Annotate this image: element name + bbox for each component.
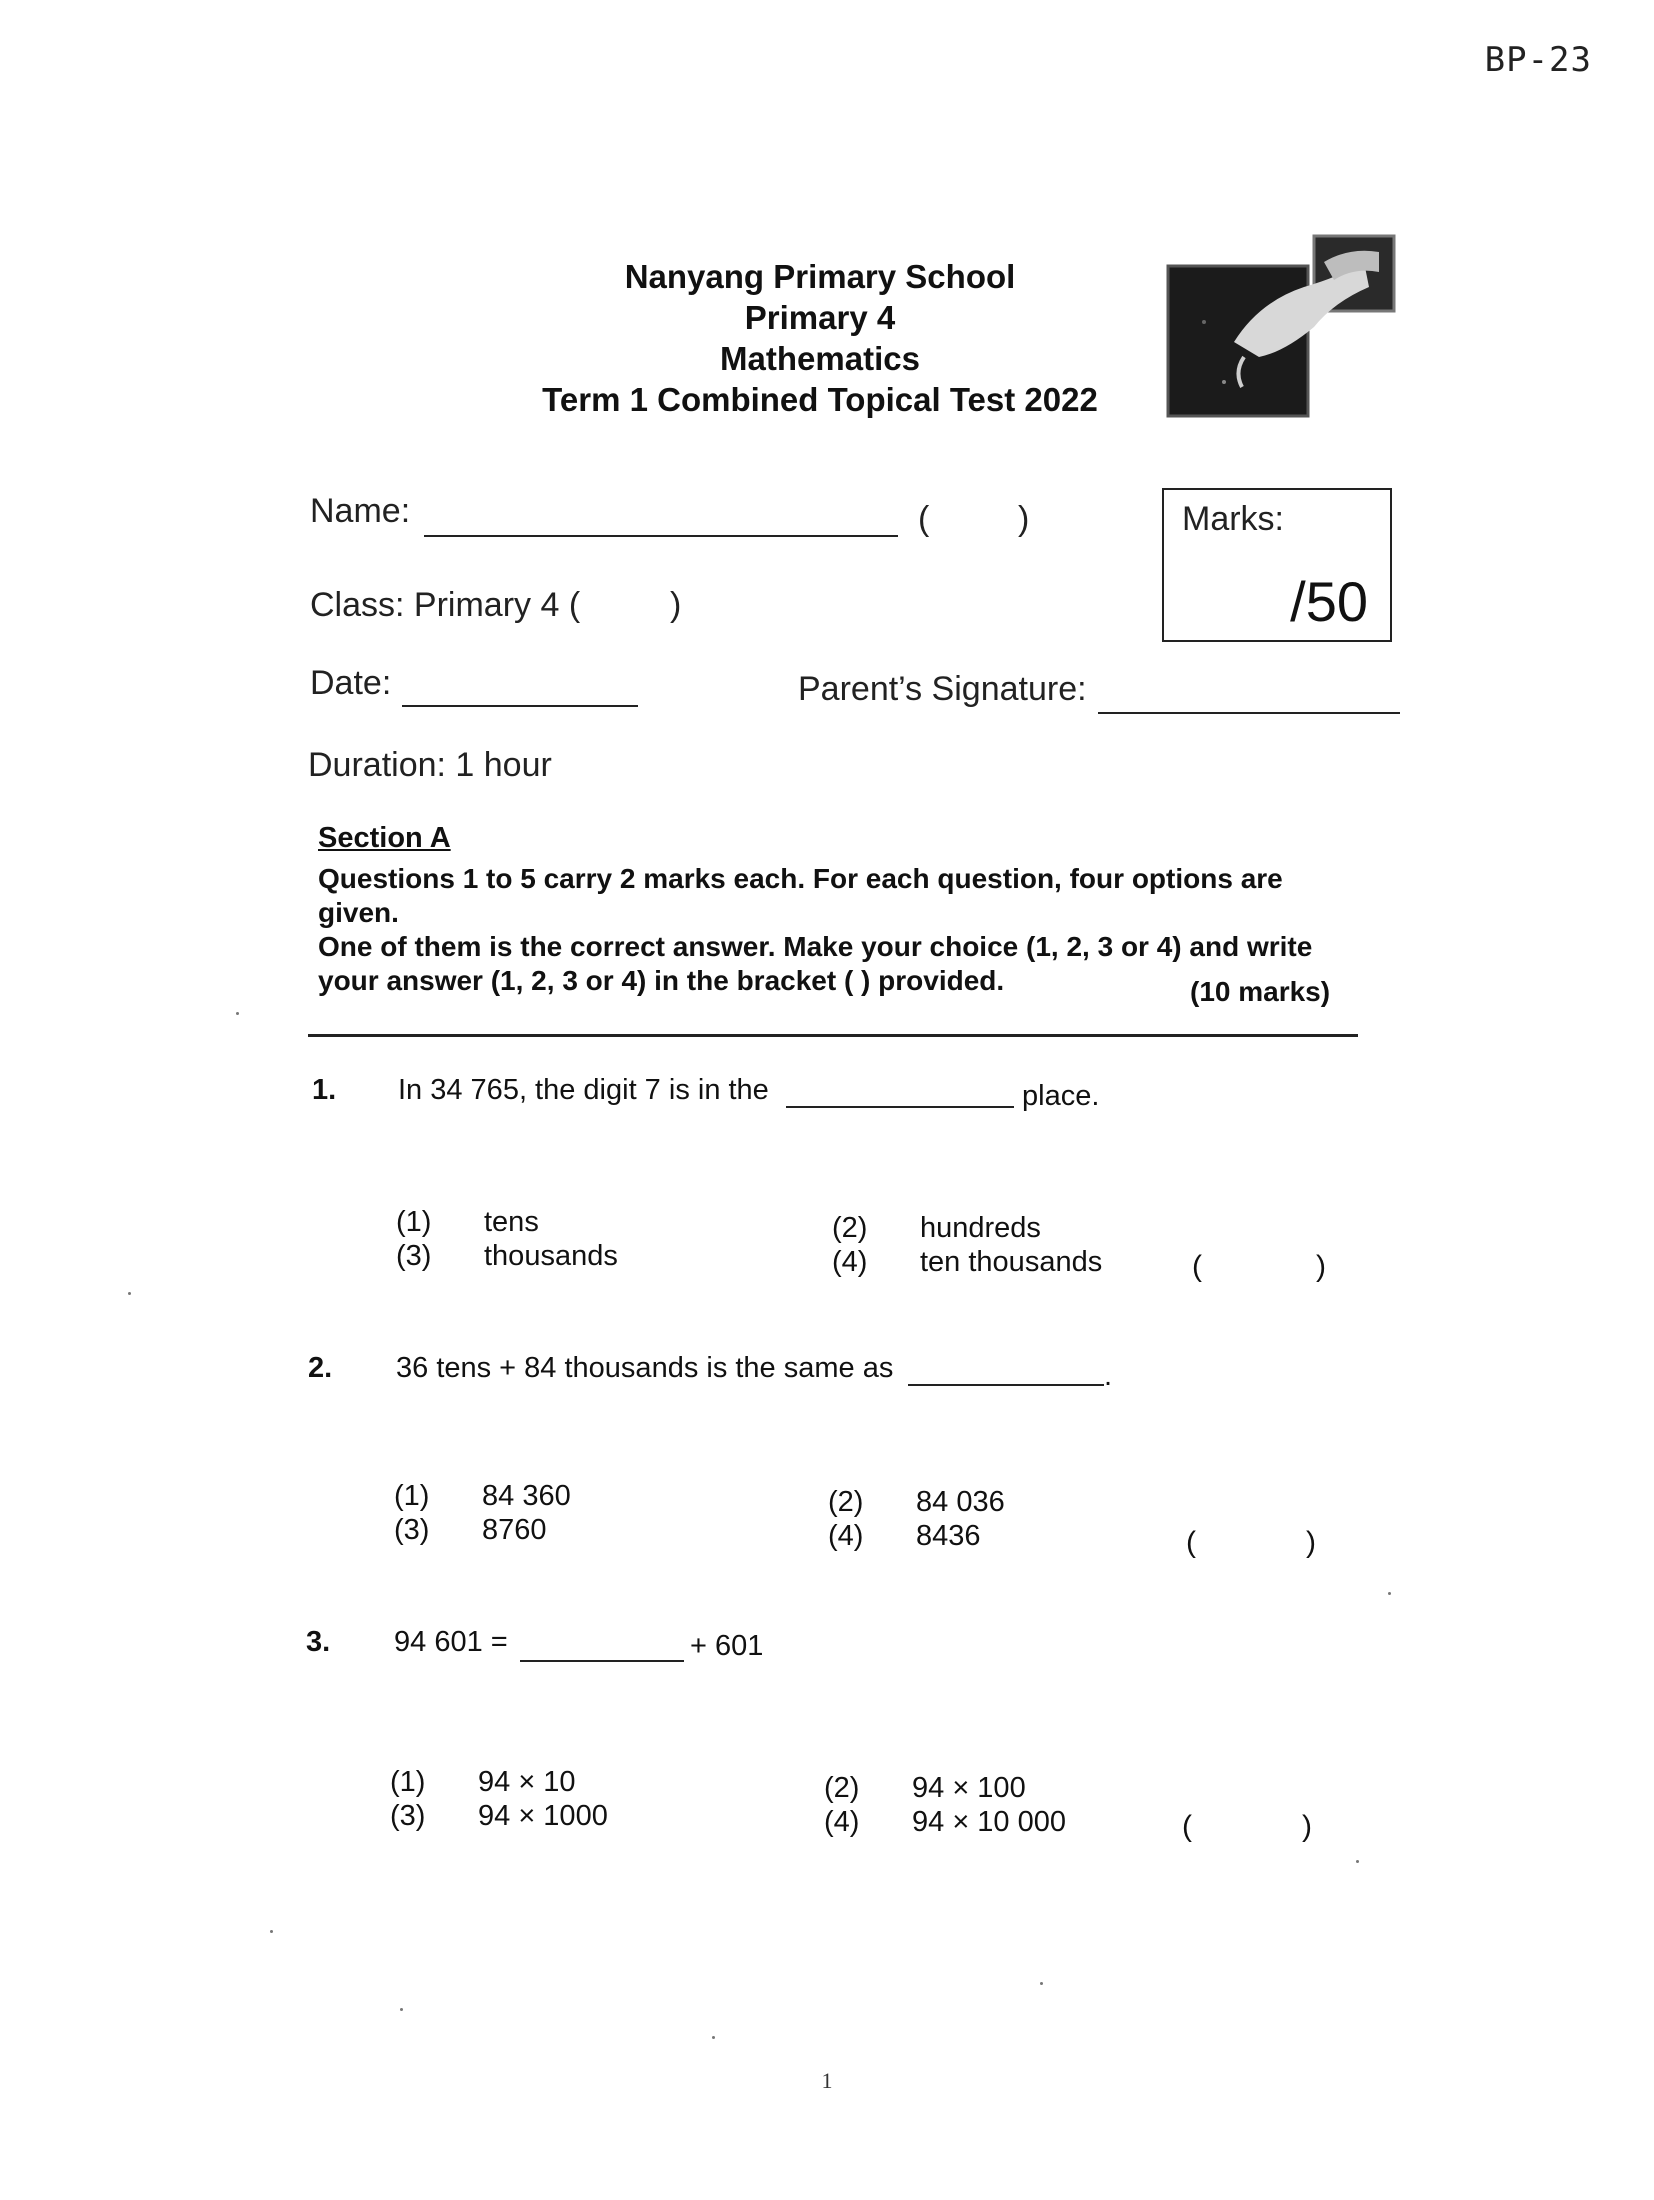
scan-speck [1388,1592,1391,1595]
question-number: 1. [312,1074,337,1106]
class-label: Class: Primary 4 ( [310,586,581,624]
option-number: (3) [396,1240,432,1272]
option-number: (2) [824,1772,860,1804]
question-text-after: . [1104,1360,1113,1392]
answer-blank [786,1106,1014,1108]
option-text: 94 × 10 000 [912,1806,1067,1838]
option-number: (1) [390,1766,426,1798]
option-number: (4) [824,1806,860,1838]
option-text: 84 036 [916,1486,1005,1518]
instruction-line: your answer (1, 2, 3 or 4) in the bracket ( ) provided. [318,965,1005,996]
option-number: (4) [828,1520,864,1552]
scan-speck [1040,1982,1043,1985]
answer-bracket-close[interactable]: ) [1302,1810,1312,1843]
answer-bracket-open[interactable]: ( [1192,1250,1202,1283]
class-bracket-close: ) [670,586,682,624]
question-text-after: place. [1022,1080,1100,1112]
option-number: (3) [394,1514,430,1546]
name-bracket-close: ) [1018,500,1030,538]
option-text: tens [484,1206,539,1238]
name-bracket-open: ( [918,500,930,538]
answer-blank [908,1384,1104,1386]
question-text: 36 tens + 84 thousands is the same as [396,1352,894,1384]
marks-label: Marks: [1182,500,1284,538]
option-text: ten thousands [920,1246,1103,1278]
option-number: (1) [394,1480,430,1512]
scan-speck [1356,1860,1359,1863]
date-label: Date: [310,664,392,702]
answer-bracket-open[interactable]: ( [1186,1526,1196,1559]
subject-title: Mathematics [720,340,920,377]
instruction-line: One of them is the correct answer. Make your choice (1, 2, 3 or 4) and write [318,931,1313,962]
answer-bracket-open[interactable]: ( [1182,1810,1192,1843]
duration-text: Duration: 1 hour [308,746,552,784]
signature-field-line[interactable] [1098,712,1400,714]
option-text: 84 360 [482,1480,571,1512]
scan-speck [400,2008,403,2011]
name-field-line[interactable] [424,535,898,537]
answer-bracket-close[interactable]: ) [1316,1250,1326,1283]
option-number: (2) [828,1486,864,1518]
option-number: (4) [832,1246,868,1278]
date-field-line[interactable] [402,705,638,707]
scan-speck [712,2036,715,2039]
section-title: Section A [318,822,451,854]
page-code: BP-23 [1484,40,1592,80]
option-text: thousands [484,1240,618,1272]
option-number: (2) [832,1212,868,1244]
option-text: hundreds [920,1212,1041,1244]
name-label: Name: [310,492,411,530]
scan-speck [236,1012,239,1015]
parent-signature-label: Parent’s Signature: [798,670,1087,708]
page-number: 1 [821,2068,833,2093]
option-text: 94 × 1000 [478,1800,608,1832]
instruction-line: Questions 1 to 5 carry 2 marks each. For each question, four options are given. [318,863,1283,928]
scan-speck [128,1292,131,1295]
scan-speck [270,1930,273,1933]
school-name: Nanyang Primary School [624,258,1016,295]
question-text: 94 601 = [394,1626,508,1658]
question-text: In 34 765, the digit 7 is in the [398,1074,769,1106]
answer-blank [520,1660,684,1662]
option-text: 8760 [482,1514,547,1546]
level-title: Primary 4 [744,299,896,336]
section-marks: (10 marks) [1190,976,1331,1007]
school-logo-image [1164,232,1399,422]
marks-total: /50 [1290,570,1368,633]
option-number: (3) [390,1800,426,1832]
question-number: 2. [308,1352,333,1384]
test-title: Term 1 Combined Topical Test 2022 [542,381,1098,418]
section-divider [308,1034,1358,1037]
option-text: 8436 [916,1520,981,1552]
option-number: (1) [396,1206,432,1238]
answer-bracket-close[interactable]: ) [1306,1526,1316,1559]
document-header [440,256,1200,420]
marks-box [1162,488,1392,642]
option-text: 94 × 100 [912,1772,1026,1804]
option-text: 94 × 10 [478,1766,576,1798]
question-number: 3. [306,1626,331,1658]
question-text-after: + 601 [690,1630,764,1662]
